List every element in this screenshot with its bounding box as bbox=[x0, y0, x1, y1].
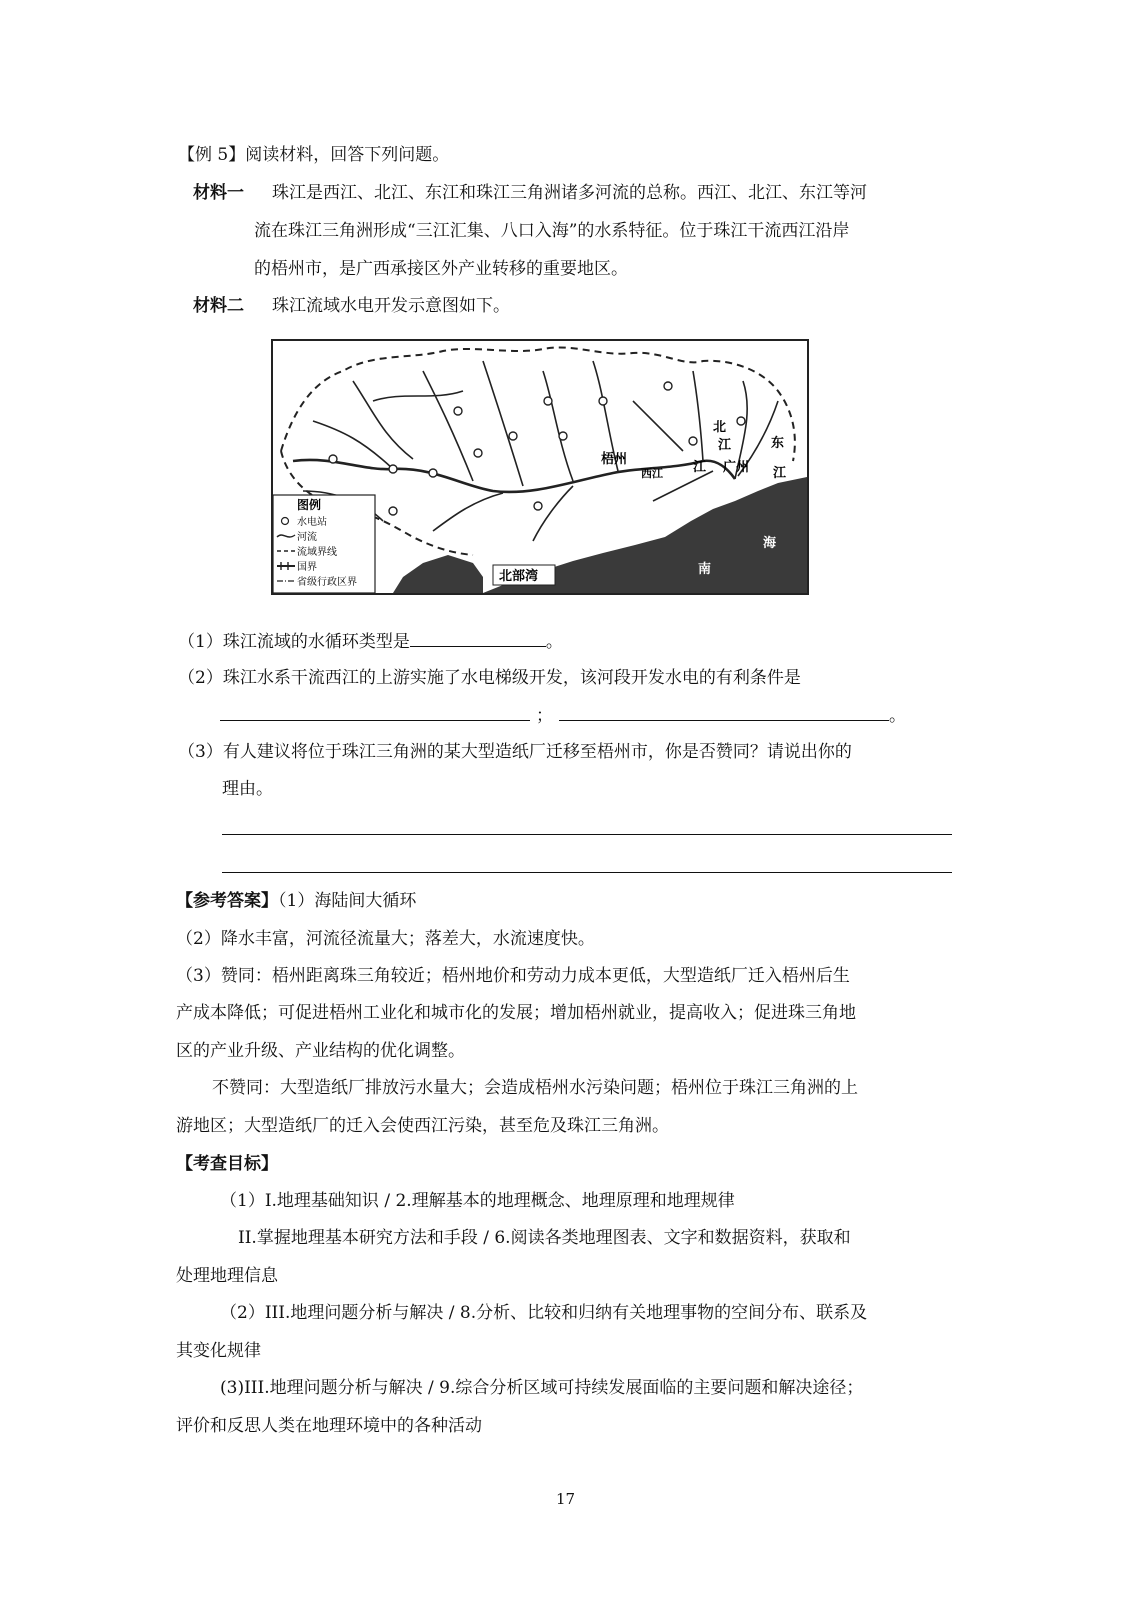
label-beibuwan: 北部湾 bbox=[499, 569, 539, 584]
label-nan: 南 bbox=[698, 562, 712, 577]
question-2-line-1: （2）珠江水系干流西江的上游实施了水电梯级开发，该河段开发水电的有利条件是 bbox=[178, 668, 801, 688]
label-jiang-3: 江 bbox=[693, 460, 707, 475]
material1-label: 材料一 bbox=[193, 183, 244, 203]
label-xijiang: 西江 bbox=[641, 467, 663, 480]
q1-suffix: 。 bbox=[545, 632, 563, 652]
objective-line-6: (3)III.地理问题分析与解决 / 9.综合分析区域可持续发展面临的主要问题和解决途径； bbox=[220, 1378, 864, 1398]
objective-line-2: II.掌握地理基本研究方法和手段 / 6.阅读各类地理图表、文字和数据资料，获取和 bbox=[238, 1228, 851, 1248]
label-bei: 北 bbox=[713, 420, 727, 435]
pearl-river-hydropower-map bbox=[271, 339, 809, 595]
label-dong: 东 bbox=[771, 436, 785, 451]
legend-item-river: 河流 bbox=[297, 532, 317, 543]
objective-line-1: （1）I.地理基础知识 / 2.理解基本的地理概念、地理原理和地理规律 bbox=[220, 1191, 735, 1211]
example-heading: 【例 5】阅读材料，回答下列问题。 bbox=[178, 145, 450, 165]
q2-separator: ； bbox=[536, 706, 553, 726]
question-3-line-1: （3）有人建议将位于珠江三角洲的某大型造纸厂迁移至梧州市，你是否赞同？请说出你的 bbox=[178, 742, 852, 762]
material1-line-1: 珠江是西江、北江、东江和珠江三角洲诸多河流的总称。西江、北江、东江等河 bbox=[272, 183, 867, 203]
objectives-label: 【考查目标】 bbox=[176, 1154, 278, 1174]
legend-item-hydro: 水电站 bbox=[297, 517, 327, 528]
answer-1: （1）海陆间大循环 bbox=[278, 891, 417, 911]
question-1 bbox=[178, 628, 563, 654]
map-legend bbox=[273, 495, 375, 593]
material1-line-2: 流在珠江三角洲形成“三江汇集、八口入海”的水系特征。位于珠江干流西江沿岸 bbox=[254, 221, 850, 241]
q2-end: 。 bbox=[889, 706, 906, 726]
answer-3-line-3: 区的产业升级、产业结构的优化调整。 bbox=[176, 1041, 465, 1061]
objective-line-3: 处理地理信息 bbox=[176, 1266, 278, 1286]
legend-item-border: 国界 bbox=[297, 562, 317, 573]
map-drawing bbox=[273, 341, 807, 593]
material2-label: 材料二 bbox=[193, 296, 244, 316]
answer-3-line-1: （3）赞同：梧州距离珠三角较近；梧州地价和劳动力成本更低，大型造纸厂迁入梧州后生 bbox=[176, 966, 850, 986]
label-jiang-2: 江 bbox=[773, 466, 787, 481]
objective-line-4: （2）III.地理问题分析与解决 / 8.分析、比较和归纳有关地理事物的空间分布、联系及 bbox=[220, 1303, 868, 1323]
answers-line-1 bbox=[176, 889, 416, 913]
q2-answer-blank-1[interactable] bbox=[220, 702, 530, 721]
label-guangzhou: 广州 bbox=[723, 460, 750, 475]
question-3-line-2: 理由。 bbox=[222, 779, 273, 799]
label-wuzhou: 梧州 bbox=[601, 452, 628, 467]
objective-line-5: 其变化规律 bbox=[176, 1341, 261, 1361]
beibu-gulf bbox=[393, 555, 483, 593]
q3-answer-line-1[interactable] bbox=[222, 834, 952, 835]
material1-line-3: 的梧州市，是广西承接区外产业转移的重要地区。 bbox=[254, 259, 628, 279]
answer-3-oppose-line-1: 不赞同：大型造纸厂排放污水量大；会造成梧州水污染问题；梧州位于珠江三角洲的上 bbox=[212, 1078, 858, 1098]
answer-2: （2）降水丰富，河流径流量大；落差大，水流速度快。 bbox=[176, 929, 595, 949]
legend-item-province: 省级行政区界 bbox=[297, 577, 357, 588]
label-jiang-1: 江 bbox=[718, 438, 732, 453]
q1-prefix: （1）珠江流域的水循环类型是 bbox=[178, 632, 410, 652]
answer-3-line-2: 产成本降低；可促进梧州工业化和城市化的发展；增加梧州就业，提高收入；促进珠三角地 bbox=[176, 1003, 856, 1023]
q3-answer-line-2[interactable] bbox=[222, 872, 952, 873]
answers-label: 【参考答案】 bbox=[176, 891, 278, 911]
answer-3-oppose-line-2: 游地区；大型造纸厂的迁入会使西江污染，甚至危及珠江三角洲。 bbox=[176, 1116, 669, 1136]
hydropower-legend-icon bbox=[282, 518, 289, 525]
label-hai: 海 bbox=[763, 536, 777, 551]
legend-item-basin: 流域界线 bbox=[297, 547, 337, 558]
legend-title: 图例 bbox=[297, 498, 322, 512]
q1-answer-blank[interactable] bbox=[410, 628, 546, 647]
question-2-line-2 bbox=[220, 702, 906, 728]
q2-answer-blank-2[interactable] bbox=[559, 702, 889, 721]
material2-text: 珠江流域水电开发示意图如下。 bbox=[272, 296, 510, 316]
page-number: 17 bbox=[555, 1490, 576, 1508]
objective-line-7: 评价和反思人类在地理环境中的各种活动 bbox=[176, 1416, 482, 1436]
hydropower-stations bbox=[329, 382, 745, 515]
